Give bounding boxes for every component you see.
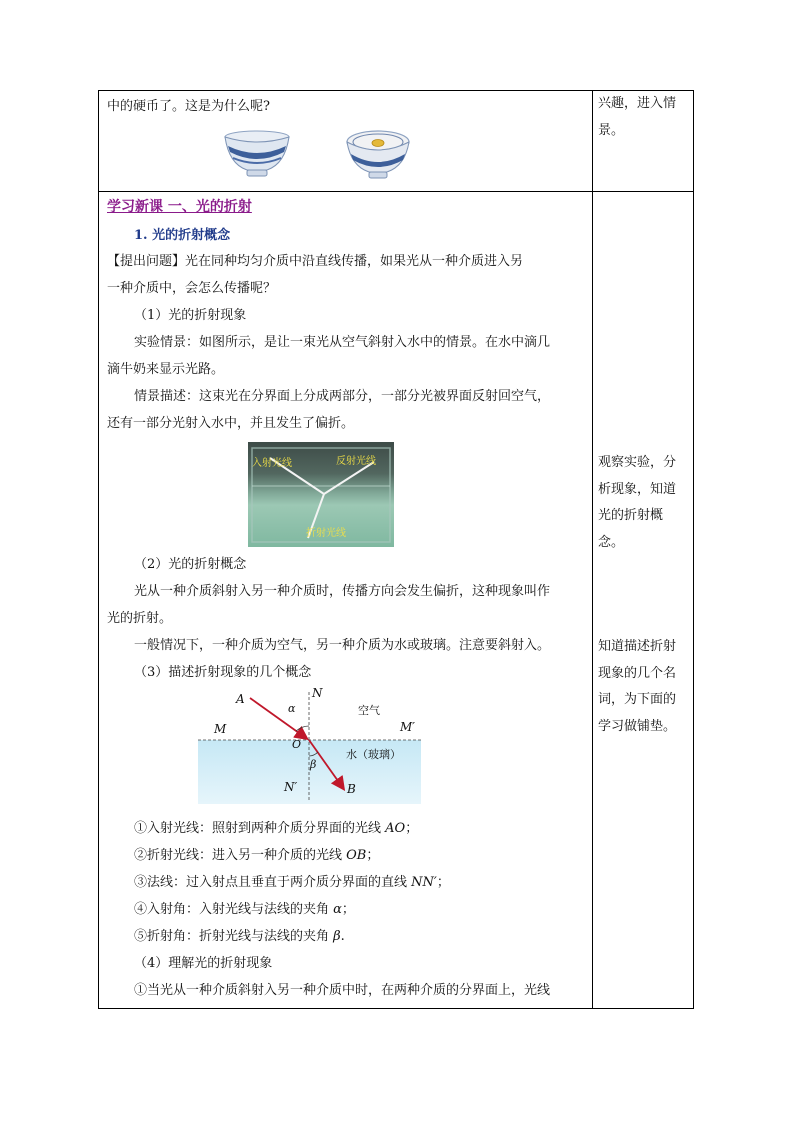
question-line-1: 【提出问题】光在同种均匀介质中沿直线传播，如果光从一种介质进入另 — [107, 254, 524, 269]
term-refraction-angle: ⑤折射角：折射光线与法线的夹角 β. — [134, 929, 345, 944]
side-line: 兴趣，进入情 — [598, 96, 677, 111]
para-phenomenon: （1）光的折射现象 — [134, 308, 247, 323]
label-water: 水（玻璃） — [346, 748, 401, 761]
side-note-terms — [598, 634, 688, 740]
label-refracted-ray: 折射光线 — [306, 528, 346, 539]
side-line: 观察实验，分 — [598, 455, 677, 470]
label-N: N — [312, 686, 323, 700]
label-reflected-ray: 反射光线 — [336, 456, 376, 467]
term-incidence-angle: ④入射角：入射光线与法线的夹角 α； — [134, 902, 355, 917]
description-line-1: 情景描述：这束光在分界面上分成两部分，一部分光被界面反射回空气， — [134, 389, 551, 404]
side-note-observe — [598, 450, 688, 556]
table-border-bottom — [98, 1008, 694, 1009]
para-understand: （4）理解光的折射现象 — [134, 956, 273, 971]
definition-line-2: 光的折射。 — [107, 611, 173, 626]
experiment-line-2: 滴牛奶来显示光路。 — [107, 362, 225, 377]
term-incident-ray: ①入射光线：照射到两种介质分界面的光线 AO； — [134, 821, 419, 836]
refraction-diagram — [198, 688, 421, 804]
question-line-2: 一种介质中，会怎么传播呢？ — [107, 281, 277, 296]
side-line: 景。 — [598, 122, 625, 138]
label-incident-ray: 入射光线 — [252, 458, 292, 469]
label-O: O — [292, 738, 302, 751]
label-N-prime: N′ — [284, 780, 298, 794]
side-line: 词，为下面的 — [598, 692, 677, 707]
definition-line-1: 光从一种介质斜射入另一种介质时，传播方向会发生偏折，这种现象叫作 — [134, 584, 551, 599]
side-line: 知道描述折射 — [598, 639, 677, 654]
row-divider — [98, 191, 694, 192]
term-normal: ③法线：过入射点且垂直于两介质分界面的直线 NN′； — [134, 875, 450, 890]
last-line: ①当光从一种介质斜射入另一种介质中时，在两种介质的分界面上，光线 — [134, 983, 551, 998]
experiment-photo — [248, 442, 394, 547]
lesson-table — [98, 90, 694, 1009]
experiment-line-1: 实验情景：如图所示，是让一束光从空气斜射入水中的情景。在水中滴几 — [134, 335, 551, 350]
table-border-right — [693, 90, 694, 1009]
row1-text: 中的硬币了。这是为什么呢? — [107, 99, 270, 114]
row1-side-note — [598, 91, 688, 144]
subheading-refraction-concept: 1. 光的折射概念 — [134, 228, 231, 243]
label-alpha: α — [288, 702, 296, 715]
table-border-left — [98, 90, 99, 1009]
side-line: 学习做铺垫。 — [598, 718, 677, 734]
description-line-2: 还有一部分光射入水中，并且发生了偏折。 — [107, 416, 355, 431]
bowl-empty-image — [223, 130, 291, 182]
label-beta: β — [310, 758, 317, 771]
side-line: 光的折射概 — [598, 508, 664, 523]
label-M: M — [214, 722, 227, 736]
column-divider — [592, 90, 593, 1009]
section-heading: 学习新课 一、光的折射 — [107, 199, 252, 215]
label-A: A — [236, 692, 245, 706]
term-refracted-ray: ②折射光线：进入另一种介质的光线 OB； — [134, 848, 380, 863]
side-line: 念。 — [598, 534, 625, 550]
general-note: 一般情况下，一种介质为空气，另一种介质为水或玻璃。注意要斜射入。 — [134, 638, 551, 653]
label-M-prime: M′ — [400, 720, 416, 734]
para-terms: （3）描述折射现象的几个概念 — [134, 665, 312, 680]
side-line: 析现象，知道 — [598, 481, 677, 497]
label-B: B — [347, 782, 356, 796]
label-air: 空气 — [358, 704, 380, 717]
para-concept: （2）光的折射概念 — [134, 557, 247, 572]
side-line: 现象的几个名 — [598, 665, 677, 681]
bowl-coin-image — [345, 130, 411, 182]
